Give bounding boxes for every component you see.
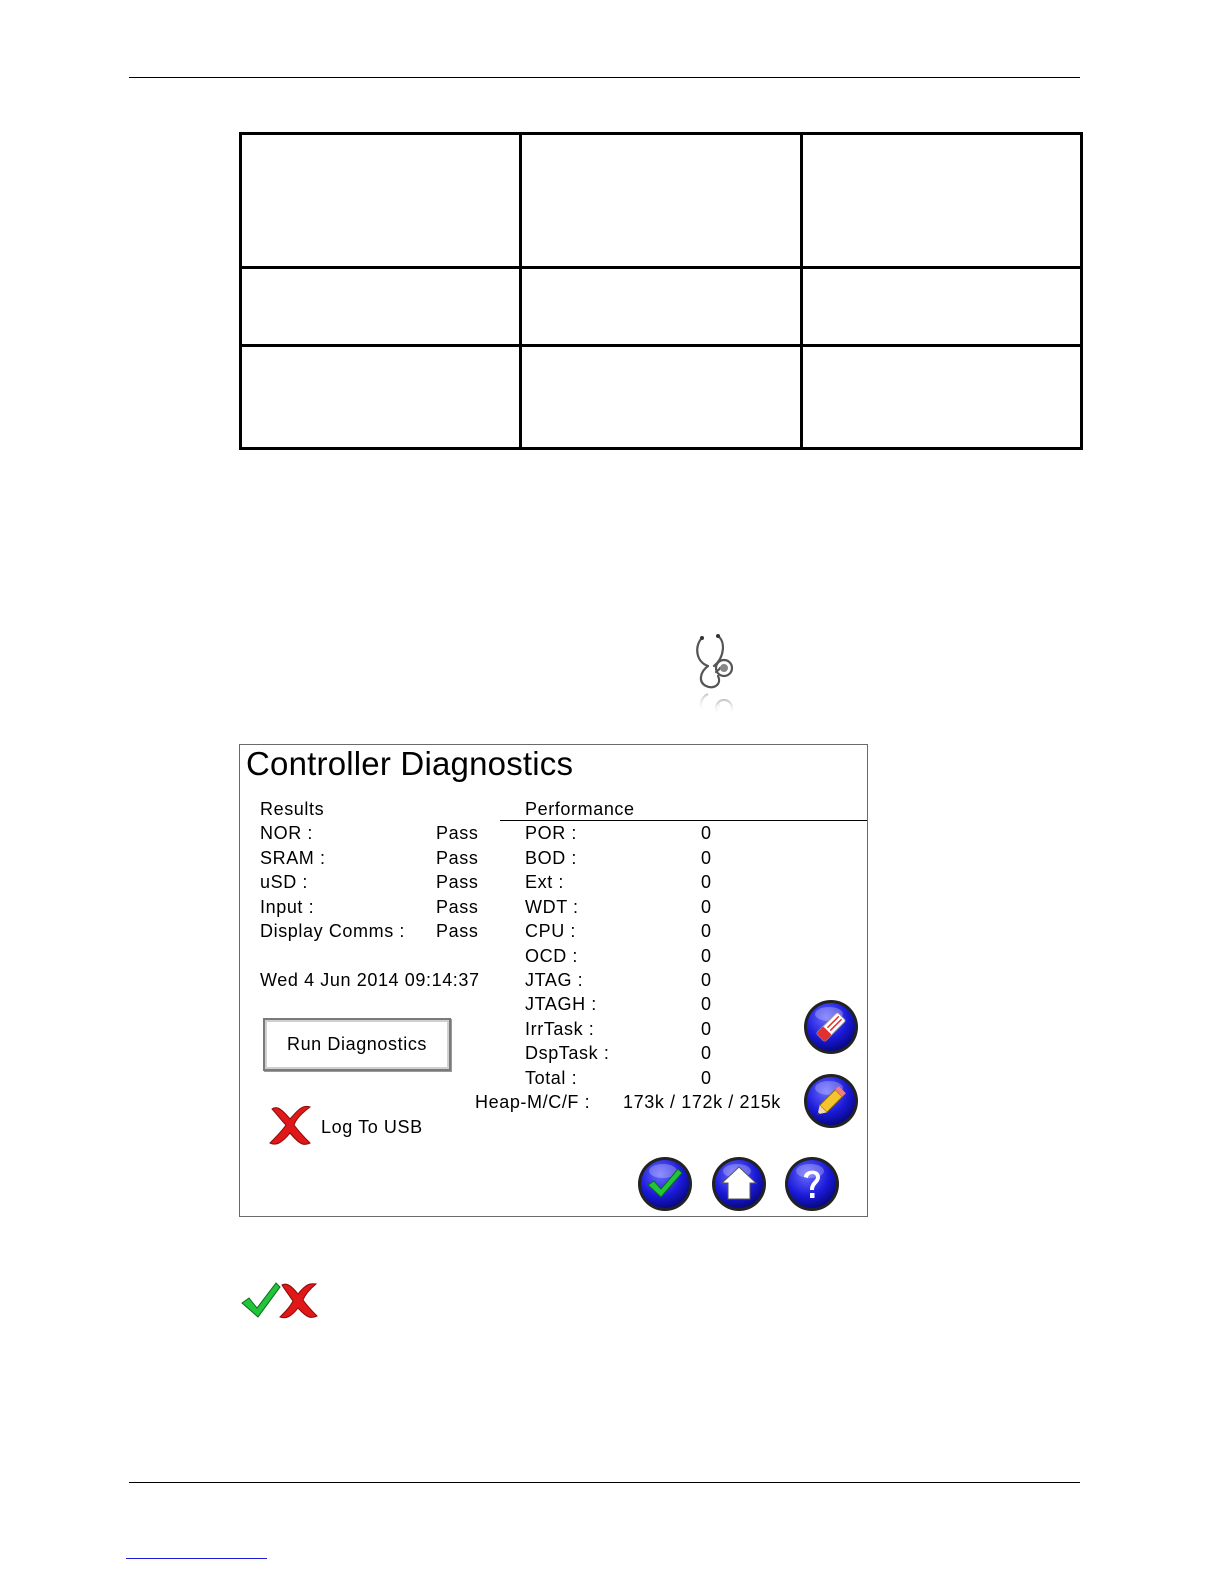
perf-label-ocd: OCD : (525, 946, 579, 966)
perf-label-por: POR : (525, 823, 578, 843)
perf-label-irrtask: IrrTask : (525, 1019, 595, 1039)
perf-value-bod: 0 (701, 848, 712, 868)
heap-label: Heap-M/C/F : (475, 1092, 591, 1112)
eraser-button[interactable] (802, 998, 860, 1056)
perf-label-jtag: JTAG : (525, 970, 584, 990)
perf-value-irrtask: 0 (701, 1019, 712, 1039)
table-cell (801, 134, 1081, 268)
table-cell (521, 268, 801, 346)
footer-rule (129, 1482, 1080, 1483)
empty-table (239, 132, 1083, 450)
perf-value-wdt: 0 (701, 897, 712, 917)
result-label-nor: NOR : (260, 823, 314, 843)
perf-value-por: 0 (701, 823, 712, 843)
help-button[interactable] (783, 1155, 841, 1213)
perf-value-jtagh: 0 (701, 994, 712, 1014)
table-cell (521, 134, 801, 268)
screen-title: Controller Diagnostics (246, 745, 574, 782)
check-and-cross-icons (240, 1281, 320, 1321)
table-cell (241, 268, 521, 346)
results-header: Results (260, 799, 325, 819)
perf-label-ext: Ext : (525, 872, 565, 892)
pencil-button[interactable] (802, 1072, 860, 1130)
perf-label-wdt: WDT : (525, 897, 579, 917)
green-check-icon (242, 1283, 280, 1317)
performance-header: Performance (525, 799, 635, 819)
ok-button[interactable] (636, 1155, 694, 1213)
run-diagnostics-button[interactable]: Run Diagnostics (263, 1018, 451, 1071)
log-to-usb-label[interactable]: Log To USB (321, 1117, 423, 1137)
red-x-icon (280, 1284, 317, 1318)
perf-value-dsptask: 0 (701, 1043, 712, 1063)
result-label-usd: uSD : (260, 872, 309, 892)
footer-link-underline (126, 1558, 267, 1559)
perf-value-jtag: 0 (701, 970, 712, 990)
result-label-display-comms: Display Comms : (260, 921, 406, 941)
table-cell (801, 346, 1081, 449)
perf-label-cpu: CPU : (525, 921, 577, 941)
datetime: Wed 4 Jun 2014 09:14:37 (260, 970, 480, 990)
heap-value: 173k / 172k / 215k (623, 1092, 781, 1112)
header-divider (500, 820, 867, 821)
header-rule (129, 77, 1080, 78)
perf-label-jtagh: JTAGH : (525, 994, 597, 1014)
table-cell (241, 346, 521, 449)
perf-label-total: Total : (525, 1068, 578, 1088)
result-value-nor: Pass (436, 823, 479, 843)
perf-value-ext: 0 (701, 872, 712, 892)
result-value-sram: Pass (436, 848, 479, 868)
table-cell (521, 346, 801, 449)
home-button[interactable] (710, 1155, 768, 1213)
result-value-display-comms: Pass (436, 921, 479, 941)
table-cell (801, 268, 1081, 346)
red-x-icon[interactable] (266, 1103, 314, 1147)
perf-value-total: 0 (701, 1068, 712, 1088)
perf-label-bod: BOD : (525, 848, 578, 868)
result-value-usd: Pass (436, 872, 479, 892)
stethoscope-icon (688, 632, 740, 728)
perf-value-ocd: 0 (701, 946, 712, 966)
result-value-input: Pass (436, 897, 479, 917)
perf-value-cpu: 0 (701, 921, 712, 941)
table-cell (241, 134, 521, 268)
perf-label-dsptask: DspTask : (525, 1043, 610, 1063)
controller-diagnostics-screen (239, 744, 868, 1217)
result-label-sram: SRAM : (260, 848, 326, 868)
result-label-input: Input : (260, 897, 315, 917)
